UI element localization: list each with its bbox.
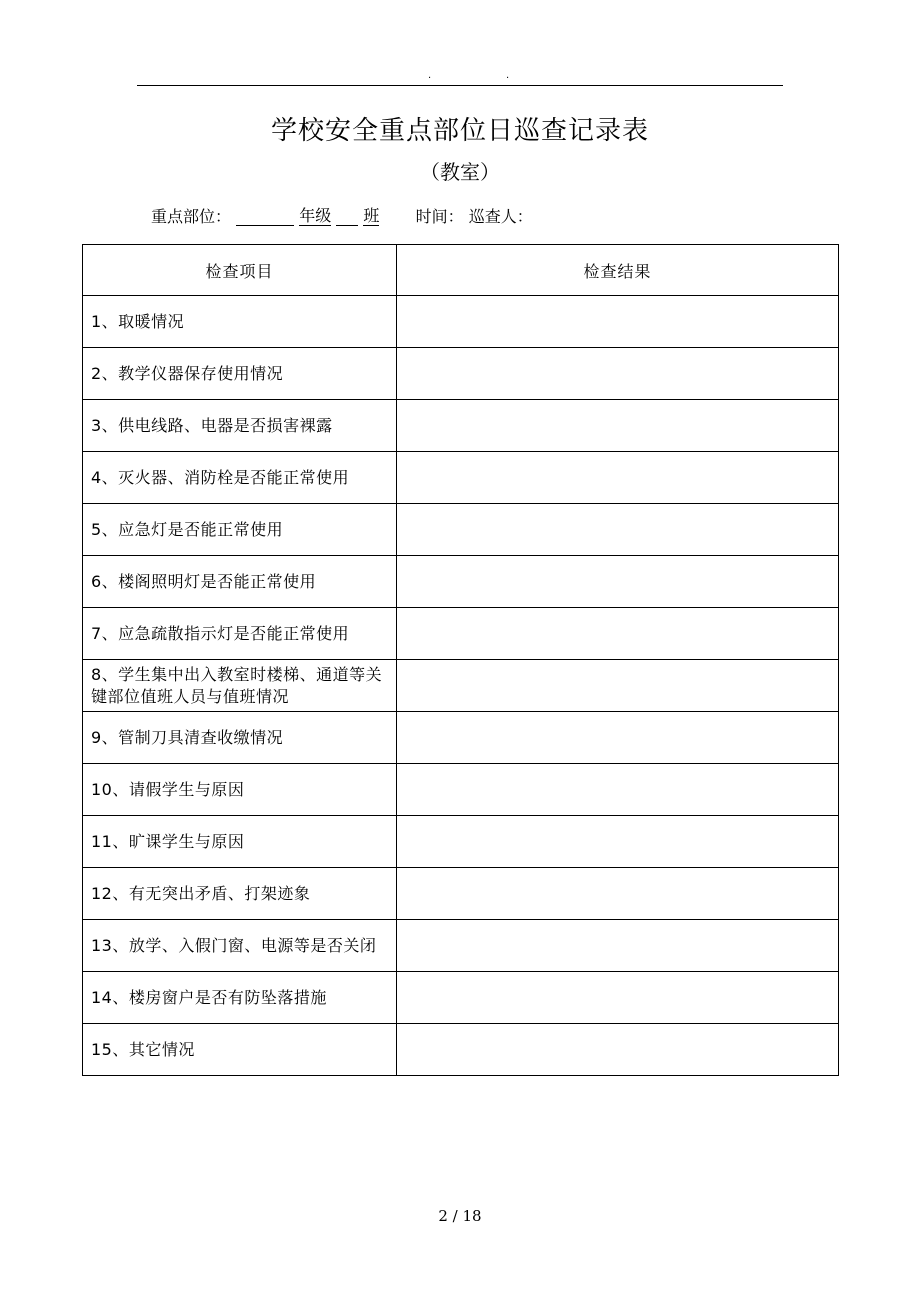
table-row	[83, 816, 839, 868]
inspection-item: 13、放学、入假门窗、电源等是否关闭	[83, 920, 397, 972]
class-label: 班	[363, 206, 380, 225]
grade-label: 年级	[299, 206, 332, 225]
table-row	[83, 348, 839, 400]
inspection-result-cell[interactable]	[397, 764, 839, 816]
inspection-result-cell[interactable]	[397, 504, 839, 556]
inspector-label: 巡查人：	[468, 207, 533, 226]
inspection-result-cell[interactable]	[397, 556, 839, 608]
table-body	[83, 296, 839, 1076]
inspection-item: 14、楼房窗户是否有防坠落措施	[83, 972, 397, 1024]
table-row	[83, 1024, 839, 1076]
header-rule	[137, 85, 783, 86]
table-row	[83, 972, 839, 1024]
inspection-result-cell[interactable]	[397, 348, 839, 400]
column-header-result: 检查结果	[397, 245, 839, 296]
header-dot: .	[428, 70, 432, 81]
table-row	[83, 764, 839, 816]
inspection-result-cell[interactable]	[397, 296, 839, 348]
table-row	[83, 608, 839, 660]
inspection-table	[82, 244, 839, 1076]
inspection-item: 11、旷课学生与原因	[83, 816, 397, 868]
table-row	[83, 712, 839, 764]
inspection-item: 6、楼阁照明灯是否能正常使用	[83, 556, 397, 608]
time-label: 时间：	[415, 207, 464, 226]
page-number: 2 / 18	[438, 1207, 482, 1225]
table-row	[83, 504, 839, 556]
inspection-item: 5、应急灯是否能正常使用	[83, 504, 397, 556]
location-blank-field[interactable]	[236, 205, 294, 226]
inspection-item: 9、管制刀具清查收缴情况	[83, 712, 397, 764]
inspection-result-cell[interactable]	[397, 608, 839, 660]
document-subtitle: （教室）	[420, 160, 500, 184]
inspection-item: 4、灭火器、消防栓是否能正常使用	[83, 452, 397, 504]
inspection-item: 7、应急疏散指示灯是否能正常使用	[83, 608, 397, 660]
inspection-item: 12、有无突出矛盾、打架迹象	[83, 868, 397, 920]
inspection-item: 15、其它情况	[83, 1024, 397, 1076]
inspection-result-cell[interactable]	[397, 868, 839, 920]
inspection-result-cell[interactable]	[397, 452, 839, 504]
class-blank-field[interactable]	[336, 205, 358, 226]
table-row	[83, 868, 839, 920]
location-label: 重点部位：	[151, 207, 232, 226]
inspection-result-cell[interactable]	[397, 816, 839, 868]
table-row	[83, 556, 839, 608]
inspection-result-cell[interactable]	[397, 400, 839, 452]
header-dots	[137, 70, 783, 84]
inspection-result-cell[interactable]	[397, 712, 839, 764]
info-line	[151, 205, 533, 229]
inspection-result-cell[interactable]	[397, 1024, 839, 1076]
table-row	[83, 452, 839, 504]
table-header-row	[83, 245, 839, 296]
document-title: 学校安全重点部位日巡查记录表	[270, 116, 649, 146]
inspection-item: 10、请假学生与原因	[83, 764, 397, 816]
table-row	[83, 920, 839, 972]
table-row	[83, 660, 839, 712]
table-row	[83, 296, 839, 348]
column-header-item: 检查项目	[83, 245, 397, 296]
header-dot: .	[506, 70, 510, 81]
inspection-result-cell[interactable]	[397, 972, 839, 1024]
inspection-item: 8、学生集中出入教室时楼梯、通道等关键部位值班人员与值班情况	[83, 660, 397, 712]
table-row	[83, 400, 839, 452]
inspection-item: 2、教学仪器保存使用情况	[83, 348, 397, 400]
inspection-result-cell[interactable]	[397, 660, 839, 712]
inspection-item: 3、供电线路、电器是否损害裸露	[83, 400, 397, 452]
inspection-item: 1、取暖情况	[83, 296, 397, 348]
inspection-result-cell[interactable]	[397, 920, 839, 972]
